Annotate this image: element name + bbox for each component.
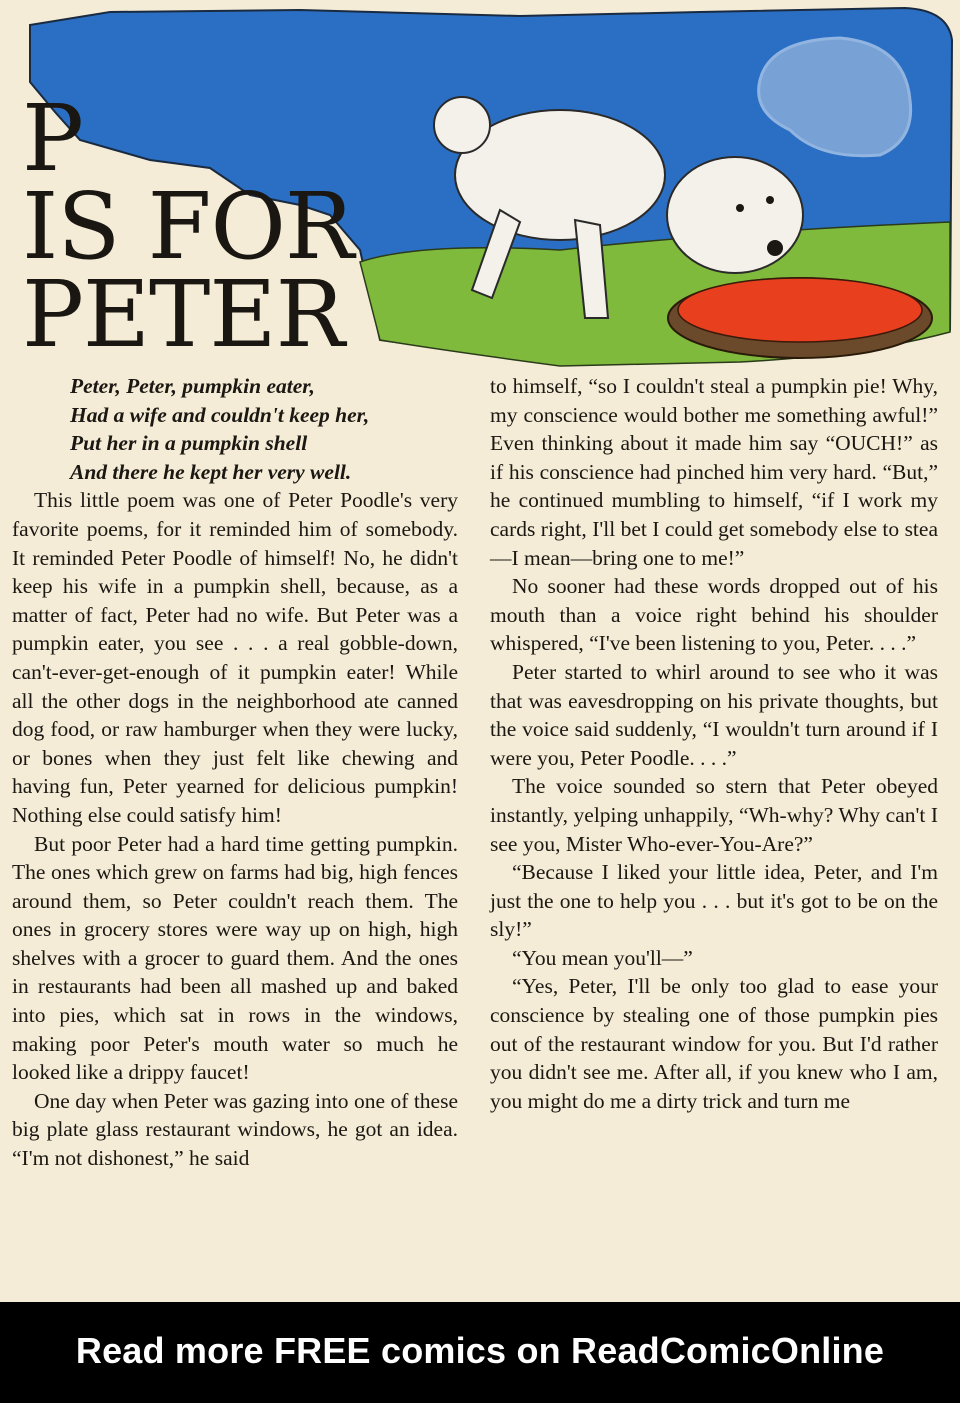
page-title xyxy=(22,85,354,368)
paragraph: One day when Peter was gazing into one of these big plate glass restaurant windows, he got an idea. “I'm not dishonest,” he said xyxy=(12,1088,458,1171)
poem-line: Put her in a pumpkin shell xyxy=(70,431,308,456)
paragraph: Peter started to whirl around to see who it was that was eavesdropping on his private thoughts, but the voice said suddenly, “I wouldn't turn around if I were you, Peter Poodle. . . .” xyxy=(490,659,938,770)
pumpkin-pie-illustration xyxy=(668,278,932,358)
right-column xyxy=(490,372,938,1115)
footer-link[interactable]: Read more FREE comics on ReadComicOnline xyxy=(75,1330,885,1371)
left-column xyxy=(12,372,458,1173)
title-line-1: P xyxy=(22,85,83,192)
paragraph: No sooner had these words dropped out of his mouth than a voice right behind his shoulder whispered, “I've been listening to you, Peter. . . .” xyxy=(490,574,938,656)
poem-line: And there he kept her very well. xyxy=(70,459,352,484)
paragraph: This little poem was one of Peter Poodle's very favorite poems, for it reminded him of somebody. It reminded Peter Poodle of himself! No, he didn't keep his wife in a pumpkin shell, because, as a matter of fact, Peter had no wife. But Peter was a pumpkin eater, you see . . . a real gobble-down, can't-ever-get-enough of it pumpkin eater! While all the other dogs in the neighborhood ate canned dog food, or raw hamburger when they were lucky, or bones when they just felt like chewing and having fun, Peter yearned for delicious pumpkin! Nothing else could satisfy him! xyxy=(12,488,458,827)
title-line-2: IS FOR xyxy=(22,173,354,280)
paragraph: to himself, “so I couldn't steal a pumpkin pie! Why, my conscience would bother me something awful!” Even thinking about it made him say “OUCH!” as if his conscience had pinched him very hard. “But,” he continued mumbling to himself, “if I work my cards right, I'll bet I could get somebody else to stea—I mean—bring one to me!” xyxy=(490,374,938,570)
poem-line: Had a wife and couldn't keep her, xyxy=(70,402,370,427)
paragraph: “You mean you'll—” xyxy=(512,945,693,970)
paragraph: But poor Peter had a hard time getting pumpkin. The ones which grew on farms had big, high fences around them, so Peter couldn't reach them. The ones in grocery stores were way up on high, high shelves with a grocer to guard them. And the ones in restaurants had been all mashed up and baked into pies, which sat in rows in the windows, making poor Peter's mouth water so much he looked like a drippy faucet! xyxy=(12,831,458,1085)
title-line-3: PETER xyxy=(22,261,344,368)
paragraph: “Because I liked your little idea, Peter, and I'm just the one to help you . . . but it's got to be on the sly!” xyxy=(490,860,938,942)
poem-line: Peter, Peter, pumpkin eater, xyxy=(70,374,315,398)
poem xyxy=(12,372,458,486)
paragraph: The voice sounded so stern that Peter obeyed instantly, yelping unhappily, “Wh-why? Why can't I see you, Mister Who-ever-You-Are?” xyxy=(490,774,938,856)
footer-banner xyxy=(0,1302,960,1403)
paragraph: “Yes, Peter, I'll be only too glad to ease your conscience by stealing one of those pumpkin pies out of the restaurant window for you. But I'd rather you didn't see me. After all, if you knew who I am, you might do me a dirty trick and turn me xyxy=(490,974,938,1113)
